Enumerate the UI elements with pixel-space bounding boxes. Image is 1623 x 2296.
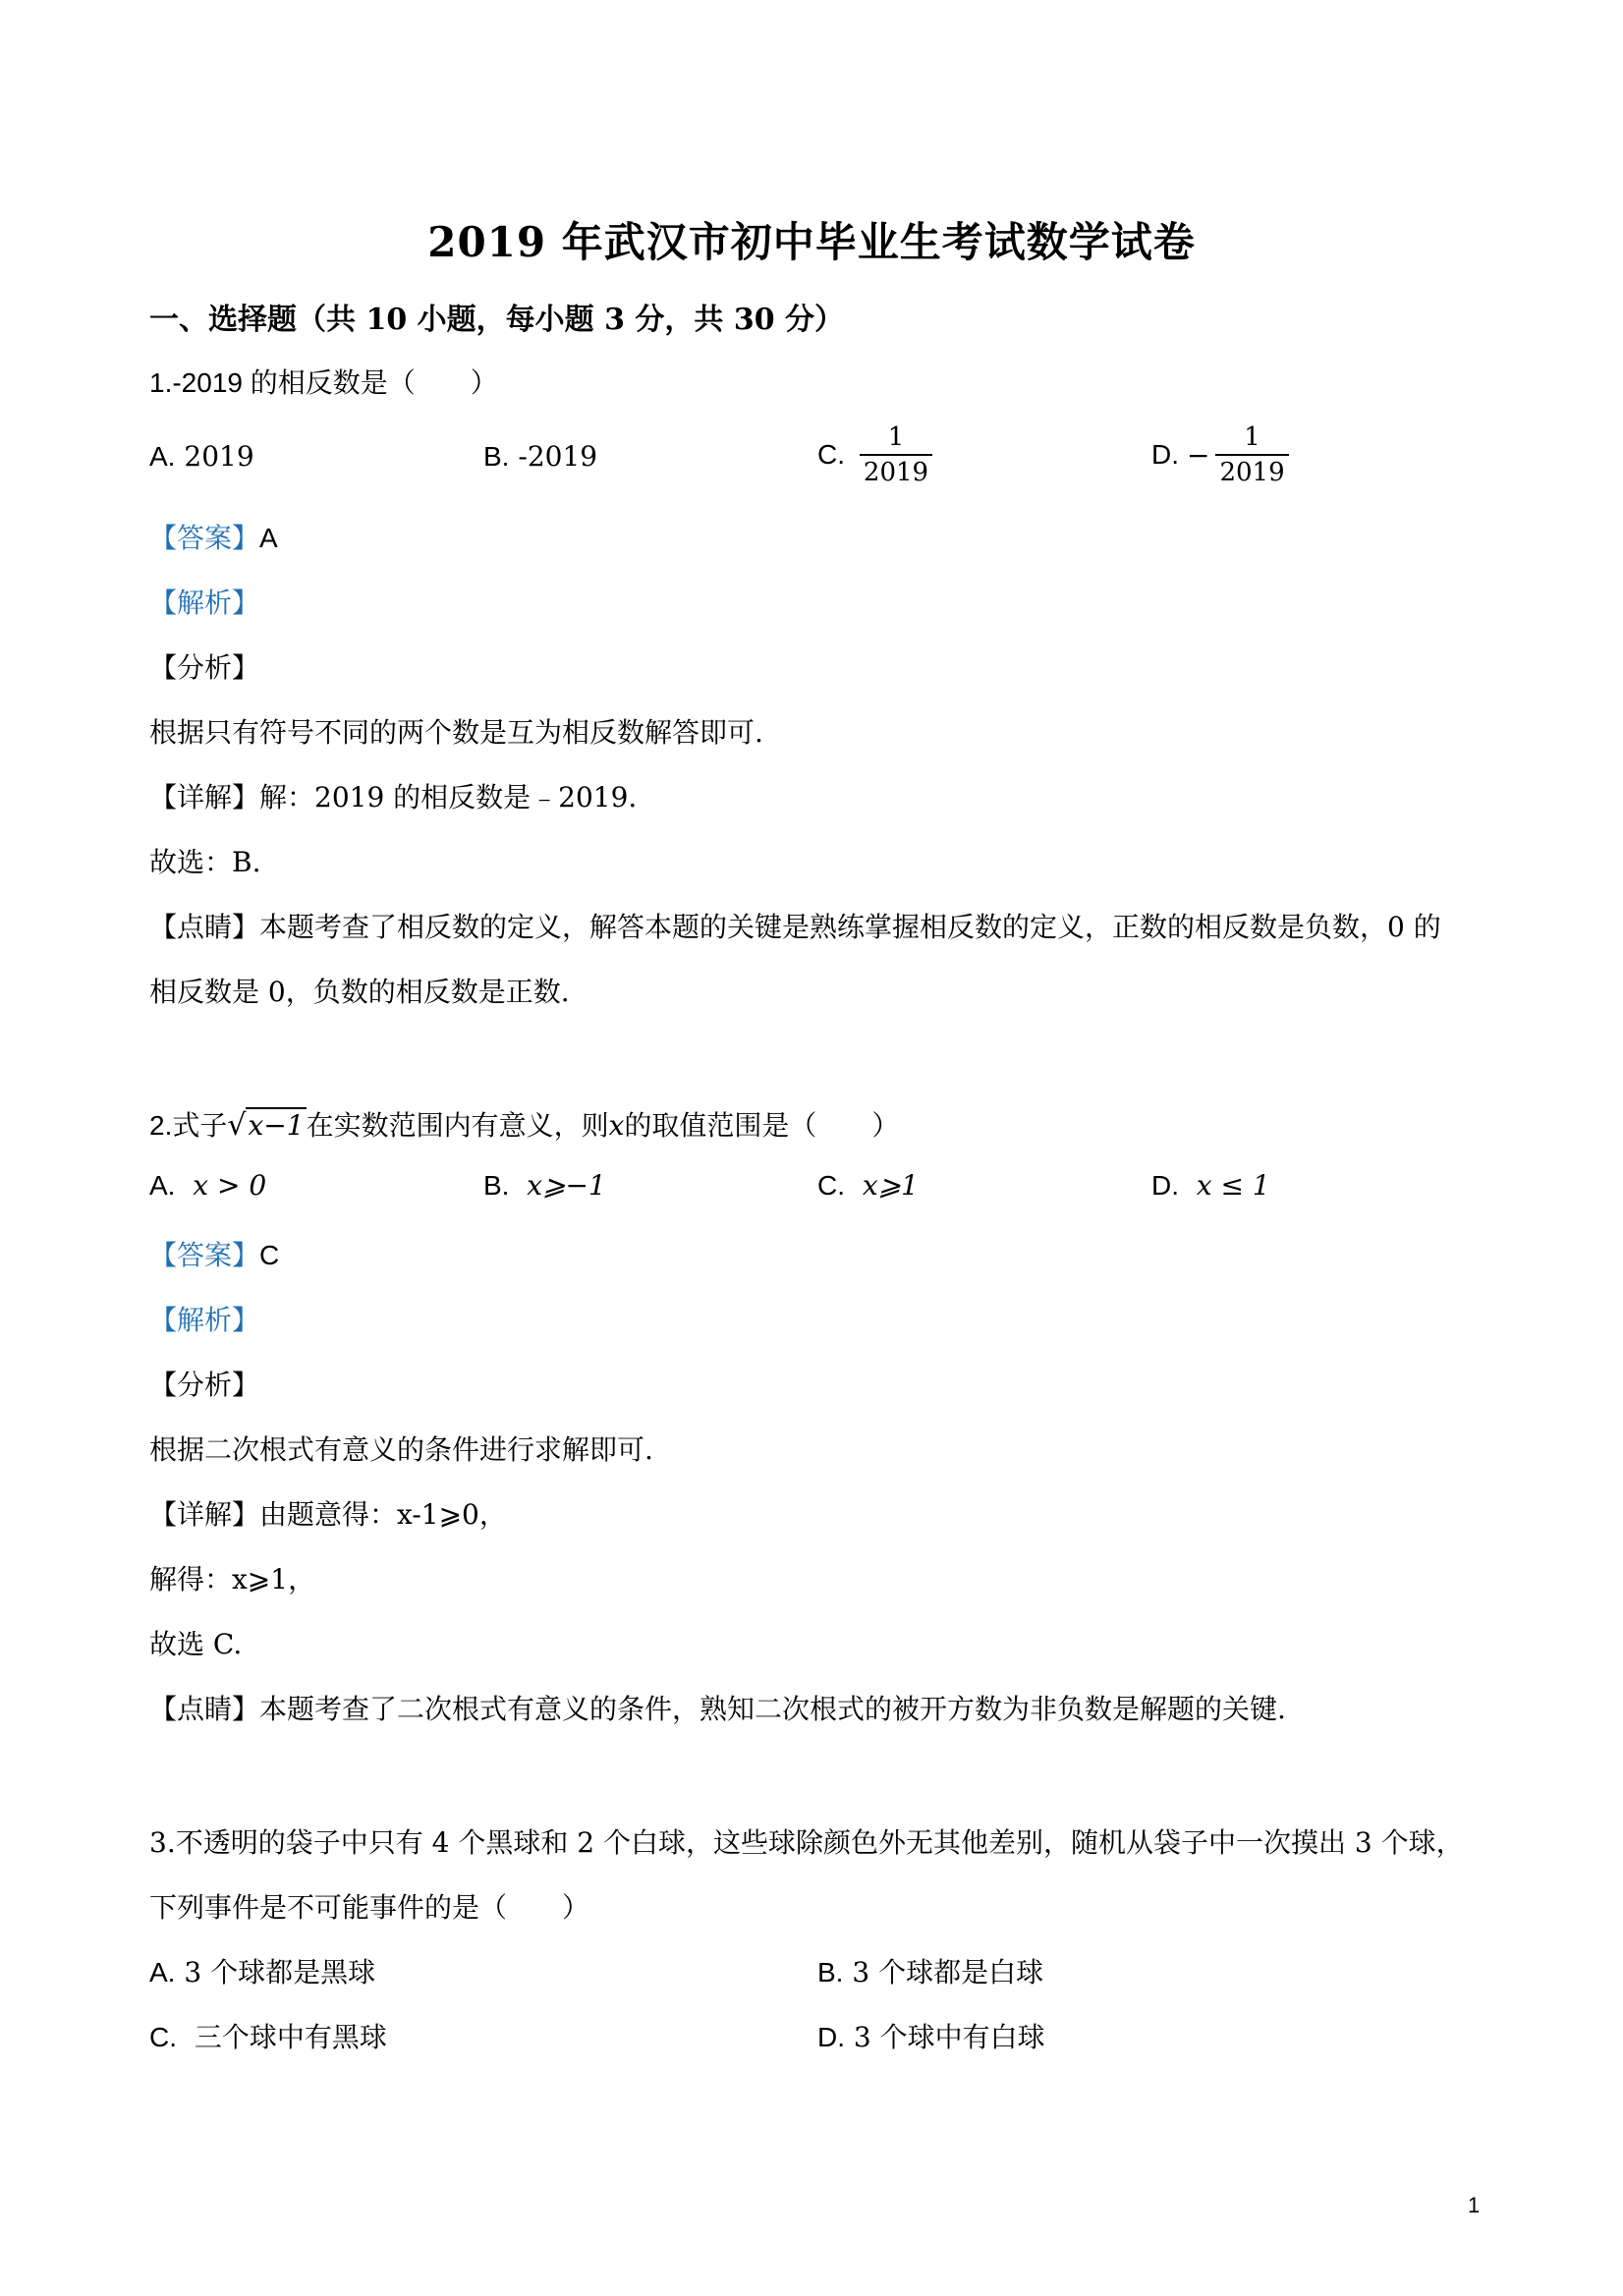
q3-option-d: D. 3 个球中有白球 — [817, 2021, 1045, 2053]
q2-choice: 故选 C. — [149, 1628, 243, 1660]
q2-option-b: B. x⩾−1 — [483, 1169, 606, 1202]
q2-fenxi: 根据二次根式有意义的条件进行求解即可. — [149, 1433, 653, 1466]
q1-choice: 故选：B. — [149, 846, 261, 878]
q2-option-d: D. x ≤ 1 — [1151, 1169, 1270, 1202]
q2-xiangjie: 【详解】由题意得：x-1⩾0， — [149, 1498, 507, 1531]
square-root: √x−1 — [227, 1108, 305, 1143]
q1-option-a: A. 2019 — [149, 440, 254, 473]
q1-option-b: B. -2019 — [483, 440, 598, 473]
q1-fenxi: 根据只有符号不同的两个数是互为相反数解答即可. — [149, 716, 763, 749]
q2-option-c: C. x⩾1 — [817, 1169, 919, 1202]
q2-answer: 【答案】C — [149, 1239, 280, 1271]
q1-dianjing-line1: 【点睛】本题考查了相反数的定义，解答本题的关键是熟练掌握相反数的定义，正数的相反数是负数，0 的 — [149, 911, 1441, 943]
q1-xiangjie: 【详解】解：2019 的相反数是﹣2019. — [149, 781, 638, 813]
q1-stem: 1.-2019 的相反数是（ ） — [149, 367, 498, 398]
fraction: $\frac{1}{2019}$ — [1215, 420, 1288, 489]
page-number: 1 — [1468, 2193, 1481, 2217]
q1-option-c: C. $\frac{1}{2019}$ — [817, 420, 932, 489]
q1-fenxi-tag: 【分析】 — [149, 651, 260, 684]
q3-option-a: A. 3 个球都是黑球 — [149, 1956, 376, 1988]
fraction: $\frac{1}{2019}$ — [860, 420, 932, 489]
q3-stem-line1: 3.不透明的袋子中只有 4 个黑球和 2 个白球，这些球除颜色外无其他差别，随机从袋子中一次摸出 3 个球， — [149, 1826, 1464, 1859]
q2-analysis-tag: 【解析】 — [149, 1304, 260, 1336]
q2-jiede: 解得：x⩾1， — [149, 1563, 316, 1596]
q3-option-c: C. 三个球中有黑球 — [149, 2021, 387, 2053]
q2-fenxi-tag: 【分析】 — [149, 1369, 260, 1401]
q1-dianjing-line2: 相反数是 0，负数的相反数是正数. — [149, 976, 570, 1008]
q2-dianjing: 【点睛】本题考查了二次根式有意义的条件，熟知二次根式的被开方数为非负数是解题的关键. — [149, 1693, 1286, 1725]
exam-title: 2019 年武汉市初中毕业生考试数学试卷 — [427, 218, 1196, 266]
q2-option-a: A. x > 0 — [149, 1169, 267, 1202]
q2-stem: 2.式子√x−1在实数范围内有意义，则x的取值范围是（ ） — [149, 1108, 900, 1143]
q3-stem-line2: 下列事件是不可能事件的是（ ） — [149, 1891, 590, 1924]
q1-analysis-tag: 【解析】 — [149, 587, 260, 619]
q1-answer: 【答案】A — [149, 522, 278, 554]
q3-option-b: B. 3 个球都是白球 — [817, 1956, 1044, 1988]
q1-option-d: D. − $\frac{1}{2019}$ — [1151, 420, 1289, 489]
section-heading: 一、选择题（共 10 小题，每小题 3 分，共 30 分） — [149, 303, 845, 337]
